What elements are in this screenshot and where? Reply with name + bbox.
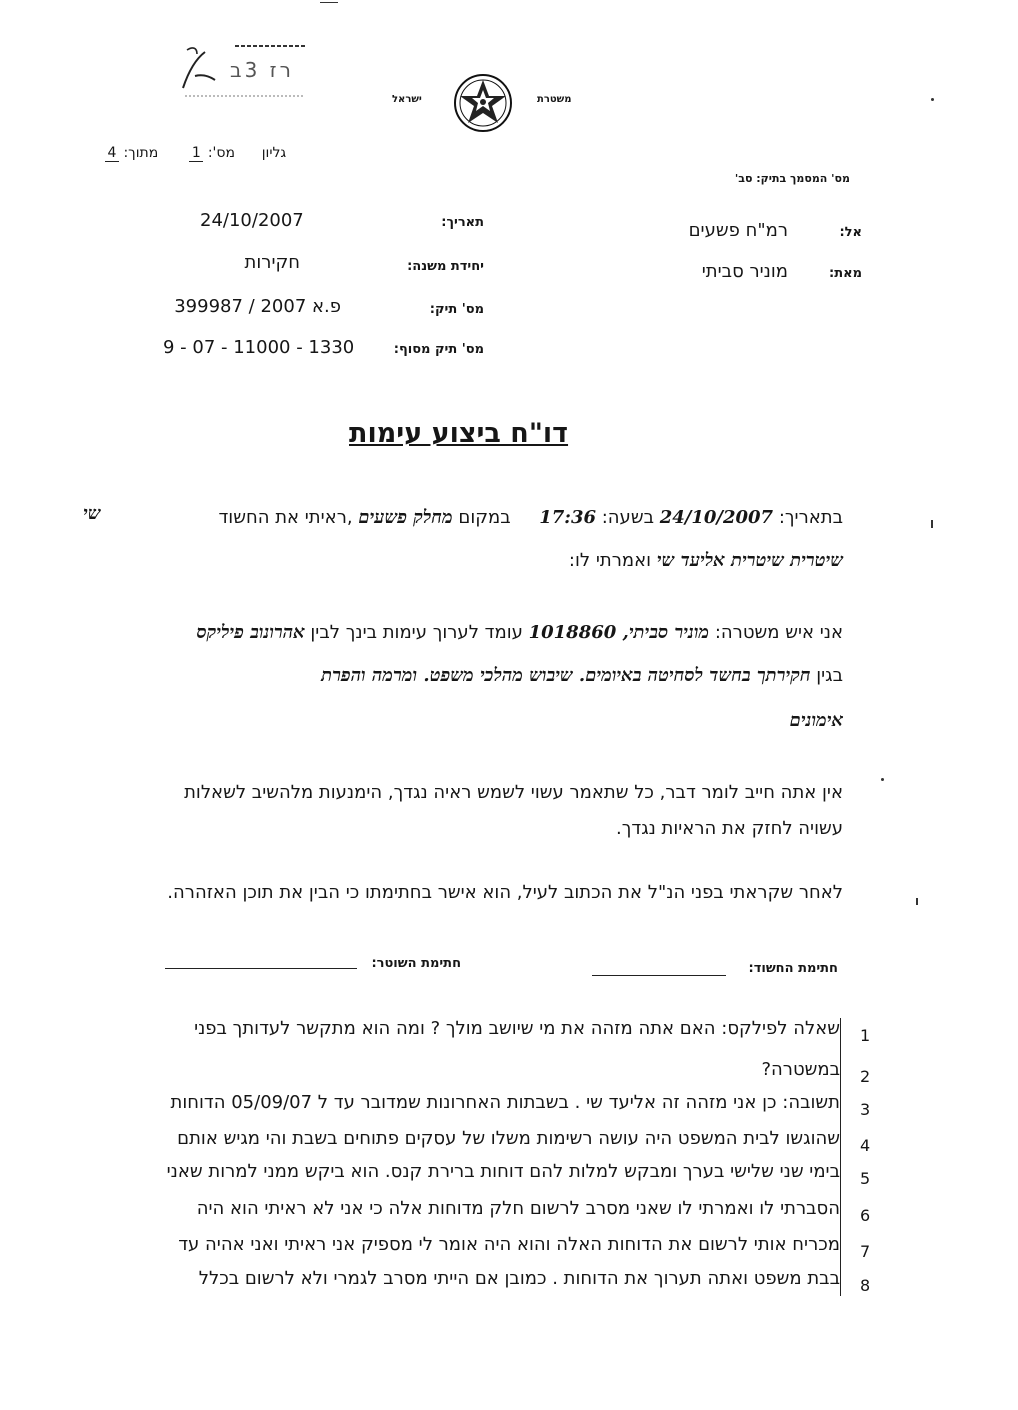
line-number: 7 bbox=[860, 1242, 871, 1261]
stamp-text: רז 3ב bbox=[230, 58, 294, 82]
line-text: במשטרה? bbox=[761, 1059, 840, 1080]
statement-line-2: בגין חקירתך בחשד לסחיטה באיומים. שיבוש מהלכי משפט. ומרמה והפרת bbox=[321, 665, 843, 686]
date-label: תאריך: bbox=[441, 215, 484, 230]
police-star-emblem-icon bbox=[452, 72, 514, 134]
file-label: מס' תיק: bbox=[429, 302, 484, 317]
document-title: דו"ח ביצוע עימות bbox=[349, 418, 569, 449]
line-text: בבת משפט ואתה תערוך את הדוחות . כמובן אם הייתי מסרב לגמרי ולא לרשום בכלל bbox=[198, 1268, 840, 1289]
israel-label: ישראל bbox=[392, 94, 422, 105]
margin-mark bbox=[916, 898, 918, 905]
line-text: בימי שני שלישי בערך ומבקש למלות להם דוחות ברירת קנס. הוא ביקש ממני למרות שאני bbox=[166, 1161, 840, 1182]
mis-value: 1 bbox=[189, 145, 203, 162]
from-label: מאת: bbox=[829, 266, 862, 281]
final-file-label: מס' תיק מסוף: bbox=[393, 342, 484, 357]
line-number: 8 bbox=[860, 1276, 871, 1295]
line-number: 4 bbox=[860, 1136, 871, 1155]
mis-label: מס': bbox=[207, 145, 235, 161]
line-number: 6 bbox=[860, 1206, 871, 1225]
margin-mark bbox=[931, 520, 933, 528]
line-text: הסברתי לו ואמרתי לו שאני מסרב לרשום חלק מדוחות אלה כי אני לא ראיתי הוא היה bbox=[196, 1198, 840, 1219]
file-value: פ.א 2007 / 399987 bbox=[174, 296, 341, 317]
intro-line-1: בתאריך: 24/10/2007 בשעה: 17:36 במקום מחלק פשעים ,ראיתי את החשוד bbox=[218, 507, 843, 528]
final-file-value: 9 - 07 - 11000 - 1330 bbox=[163, 337, 355, 358]
line-text: שהוגשו לבית המשפט היה עושה רשימות משלו של עסקים פתוחים בשבת והי מגיש אותם bbox=[177, 1128, 840, 1149]
suspect-signature-label: חתימת החשוד: bbox=[748, 961, 838, 976]
sheet-numbering bbox=[105, 145, 286, 162]
mitoch-label: מתוך: bbox=[123, 145, 159, 161]
margin-mark bbox=[320, 2, 338, 3]
police-label: משטרת bbox=[537, 94, 572, 105]
margin-mark bbox=[881, 778, 884, 781]
to-value: רמ"ח פשעים bbox=[688, 220, 788, 241]
statement-line-1: אני איש משטרה: מוניר סביתי, 1018860 עומד לערוך עימות בינך לבין אהרונוב פיליקס bbox=[196, 622, 843, 643]
gilayon-label: גליון bbox=[261, 145, 287, 161]
margin-mark bbox=[931, 98, 934, 101]
suspect-signature-line bbox=[592, 975, 726, 976]
line-text: שאלה לפילקס: האם אתה מזהה את מי שיושב מולך ? ומה הוא מתקשר לעדותך בפני bbox=[194, 1018, 840, 1039]
line-text: תשובה: כן אני מזהה זה אליעד שי . בשבתות האחרונות שמדובר עד ל 05/09/07 הדוחות bbox=[170, 1092, 840, 1113]
line-number: 3 bbox=[860, 1100, 871, 1119]
police-emblem bbox=[452, 72, 514, 134]
unit-label: יחידת משנה: bbox=[407, 259, 484, 274]
after-reading-text: לאחר שקראתי בפני הנ"ל את הכתוב לעיל, הוא אישר בחתימתו כי הבין את תוכן האזהרה. bbox=[167, 882, 843, 903]
line-number-divider bbox=[840, 1018, 841, 1296]
statement-line-3: אימונים bbox=[789, 710, 843, 731]
line-text: מכריח אותי לרשום את הדוחות האלה והוא היה אומר לי מספיק אני ראיתי ואני אהיה עד bbox=[178, 1234, 840, 1255]
line-number: 1 bbox=[860, 1026, 871, 1045]
intro-suspect-name: שי bbox=[83, 503, 101, 524]
doc-ref-label: מס' המסמך בתיק: סב' bbox=[734, 172, 850, 185]
date-value: 24/10/2007 bbox=[200, 210, 304, 231]
mitoch-value: 4 bbox=[105, 145, 119, 162]
intro-line-2: שיטרית שיטרית אליעד שי ואמרתי לו: bbox=[568, 550, 843, 571]
warning-line-1: אין אתה חייב לומר דבר, כל שתאמר עשוי לשמש ראיה נגדך, הימנעות מלהשיב לשאלות bbox=[184, 782, 843, 803]
from-value: מוניר סביתי bbox=[701, 261, 788, 282]
handwritten-stamp bbox=[175, 40, 310, 100]
line-number: 5 bbox=[860, 1169, 871, 1188]
officer-signature-label: חתימת השוטר: bbox=[371, 956, 461, 971]
unit-value: חקירות bbox=[244, 252, 300, 273]
line-number: 2 bbox=[860, 1067, 871, 1086]
to-label: אל: bbox=[839, 225, 862, 240]
warning-line-2: עשויה לחזק את הראיות נגדך. bbox=[615, 818, 843, 839]
officer-signature-line bbox=[165, 968, 357, 969]
